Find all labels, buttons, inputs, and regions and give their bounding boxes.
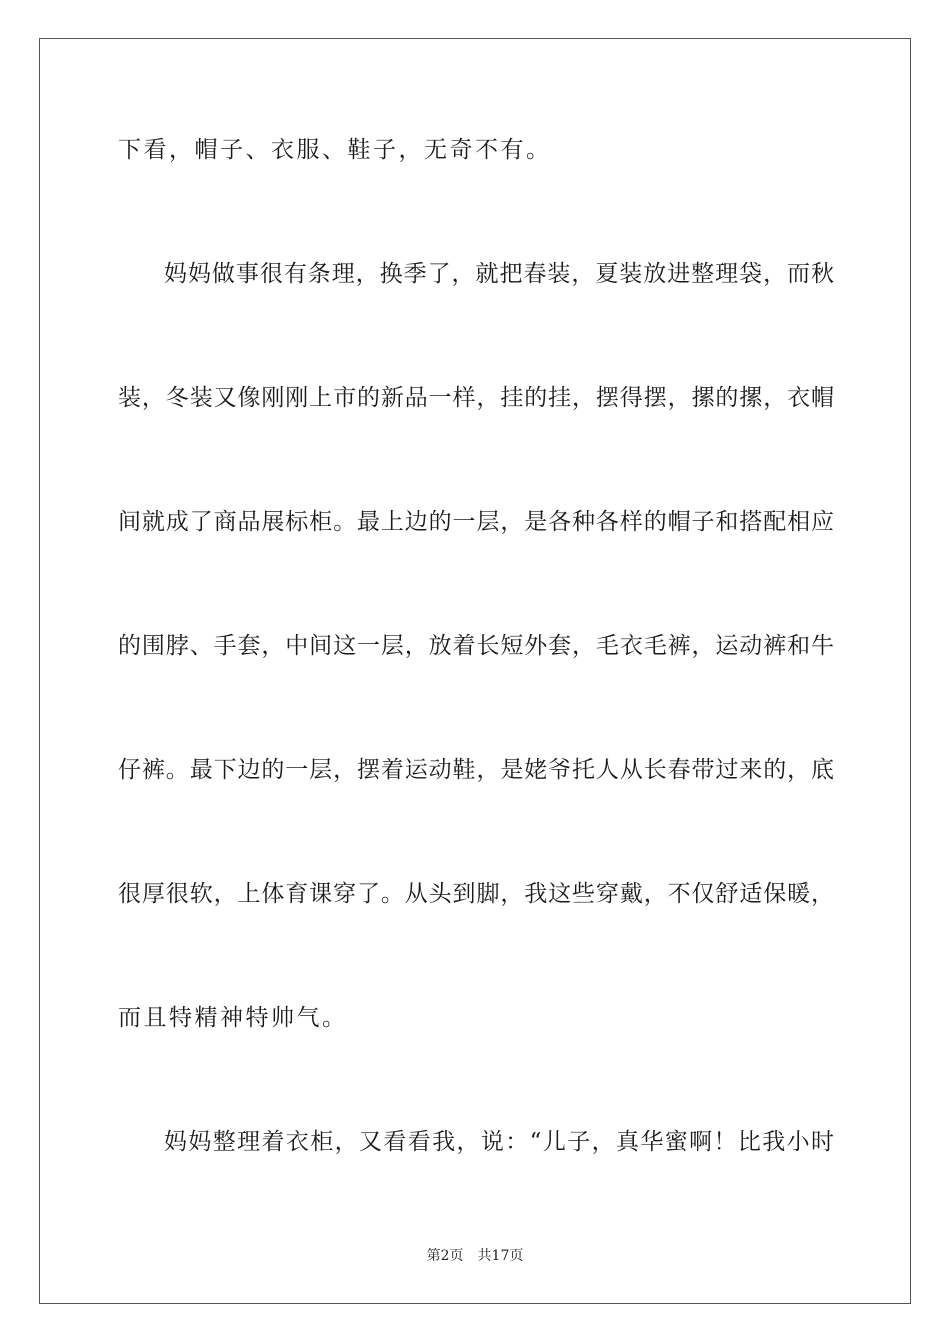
text-line: 仔裤。最下边的一层，摆着运动鞋，是姥爷托人从长春带过来的，底 — [118, 757, 834, 783]
page-footer — [0, 1247, 950, 1265]
paragraph-first-line: 妈妈做事很有条理，换季了，就把春装，夏装放进整理袋，而秋 — [164, 261, 834, 287]
text-line: 下看，帽子、衣服、鞋子，无奇不有。 — [118, 137, 552, 163]
paragraph-first-line: 妈妈整理着衣柜，又看看我，说：“儿子，真华蜜啊！比我小时 — [164, 1129, 834, 1155]
text-line: 间就成了商品展标柜。最上边的一层，是各种各样的帽子和搭配相应 — [118, 509, 834, 535]
text-line: 很厚很软，上体育课穿了。从头到脚，我这些穿戴，不仅舒适保暖， — [118, 881, 834, 907]
text-line: 而且特精神特帅气。 — [118, 1005, 348, 1031]
page-number: 第2页 — [426, 1248, 464, 1264]
page-border — [39, 38, 911, 1304]
text-line: 装，冬装又像刚刚上市的新品一样，挂的挂，摆得摆，摞的摞，衣帽 — [118, 385, 834, 411]
text-line: 的围脖、手套，中间这一层，放着长短外套，毛衣毛裤，运动裤和牛 — [118, 633, 834, 659]
page-total: 共17页 — [477, 1248, 524, 1264]
